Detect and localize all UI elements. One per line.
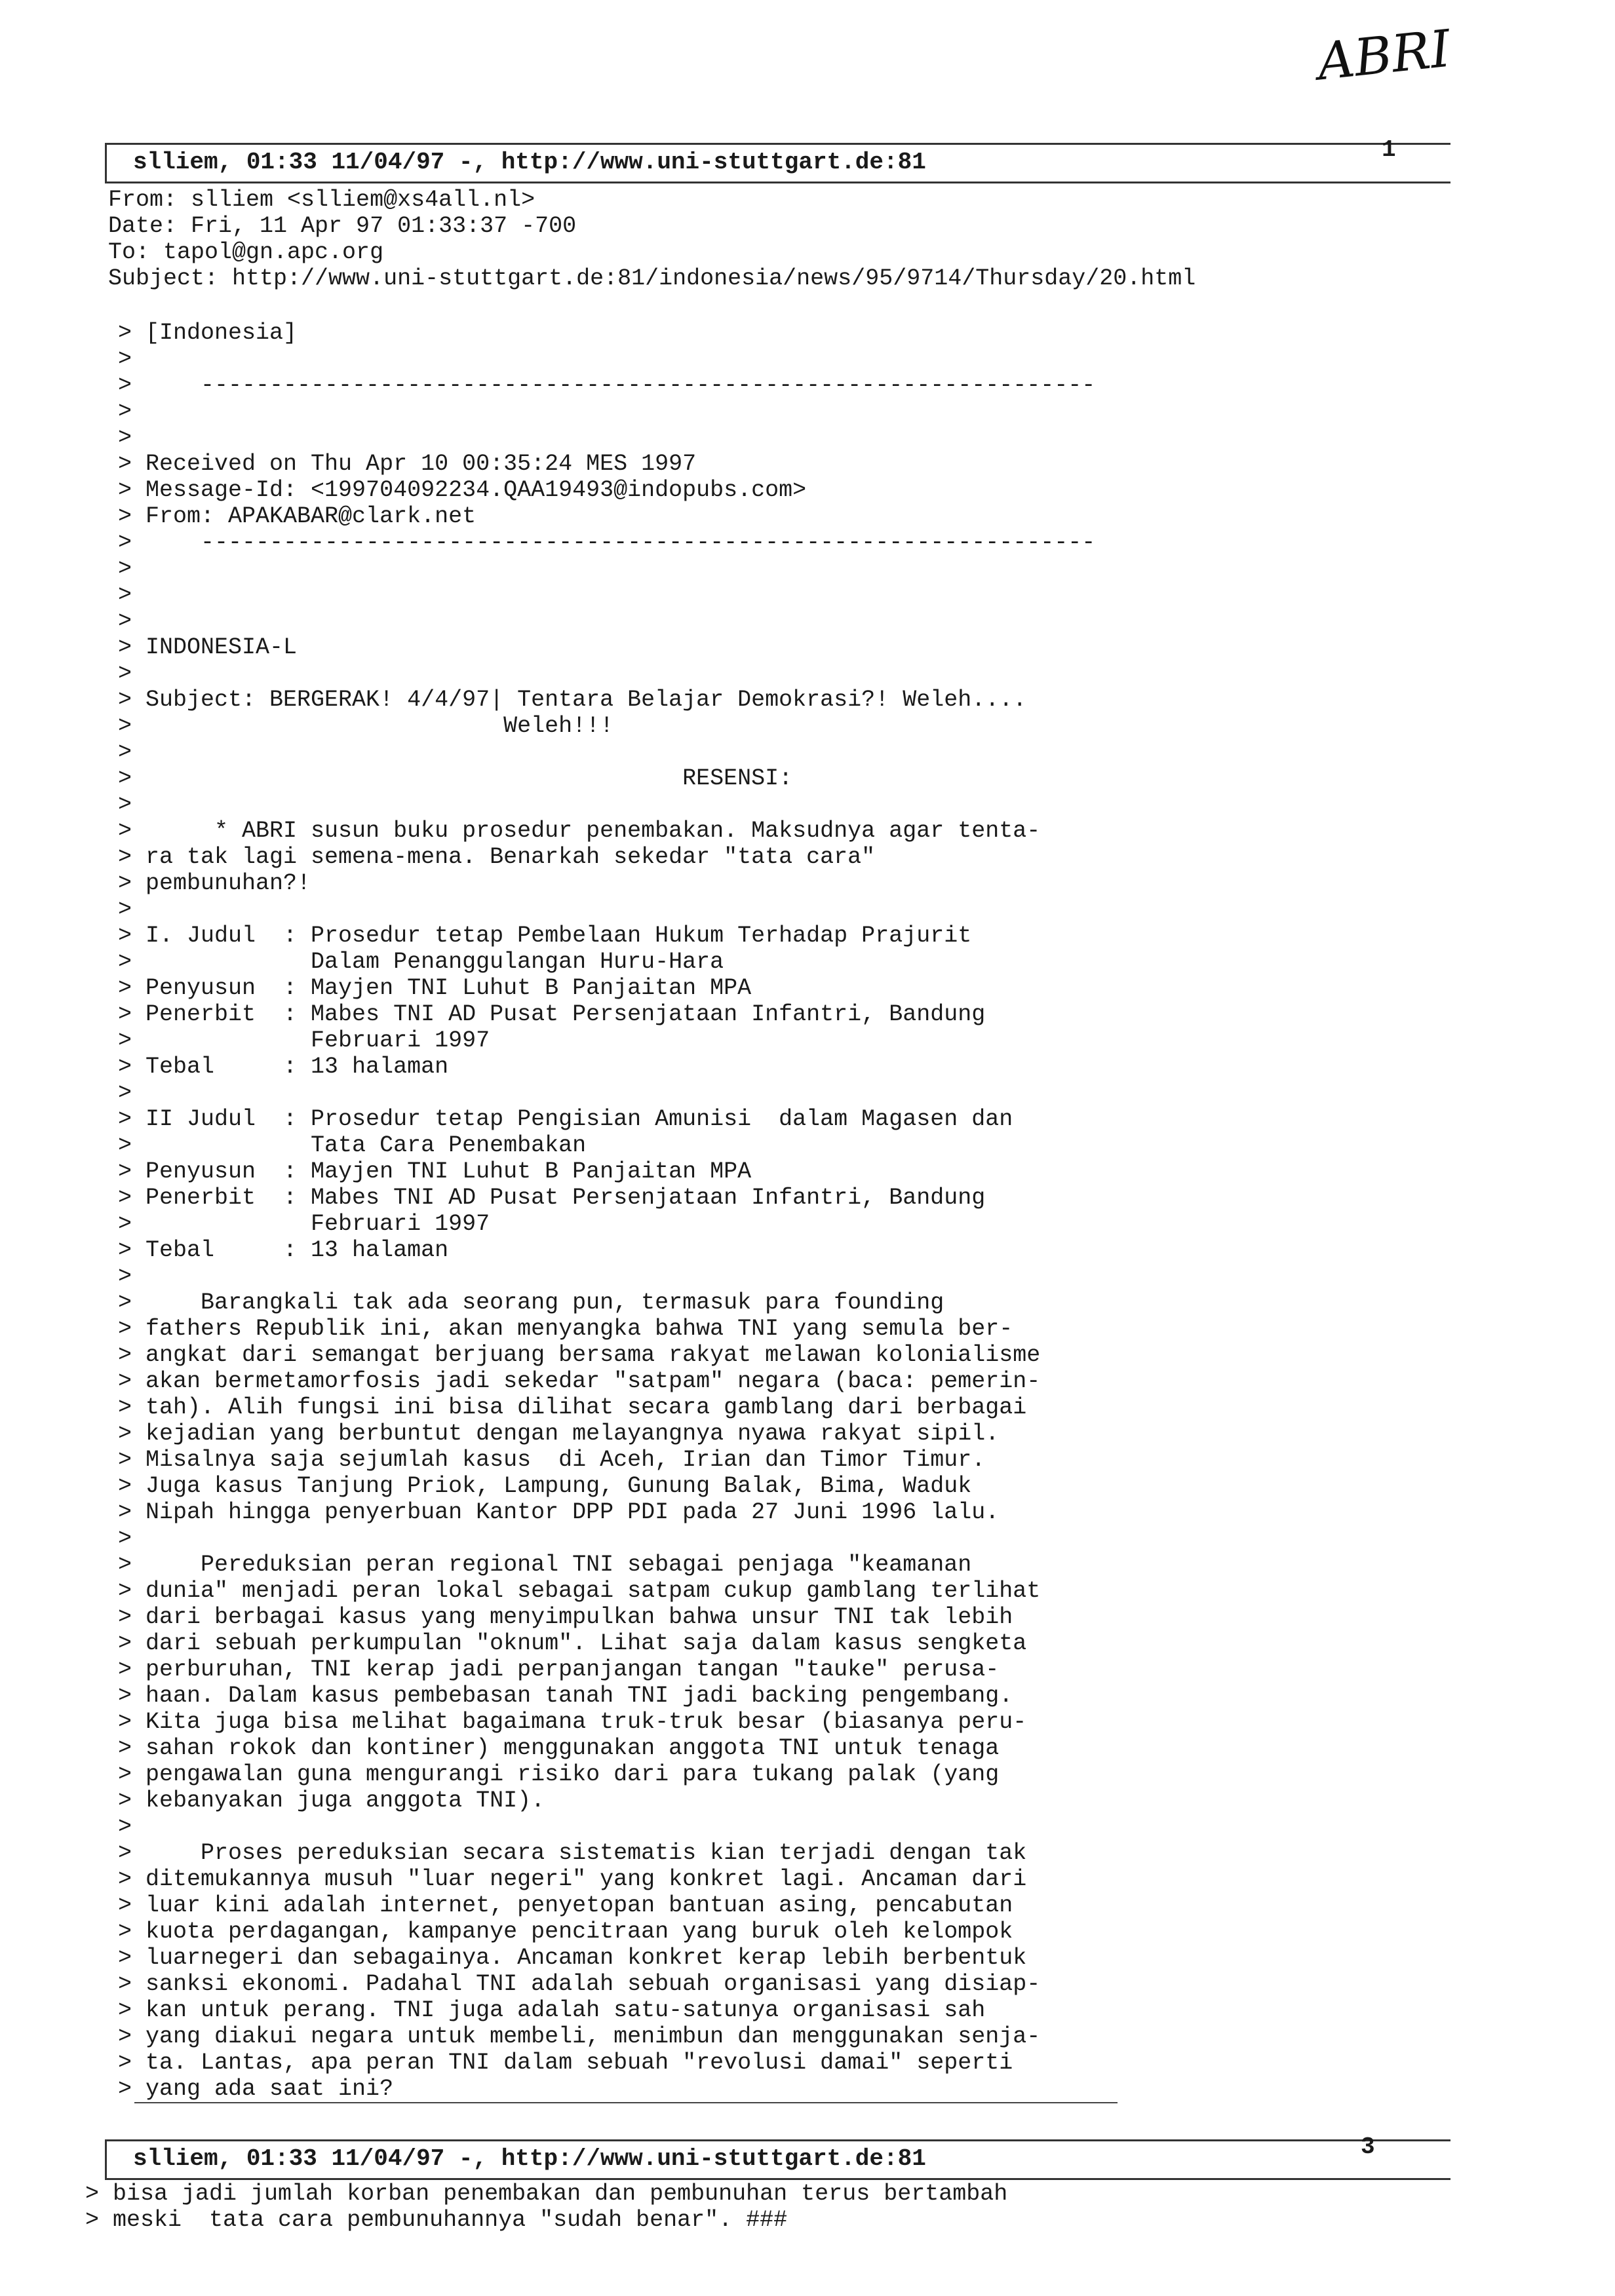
text-line: > ditemukannya musuh "luar negeri" yang konkret lagi. Ancaman dari <box>118 1866 1027 1892</box>
email-from: From: slliem <slliem@xs4all.nl> <box>108 187 535 213</box>
text-line: > Weleh!!! <box>118 713 614 739</box>
text-line: > Februari 1997 <box>118 1211 490 1237</box>
text-line: > <box>118 1814 132 1840</box>
text-line: > * ABRI susun buku prosedur penembakan. Maksudnya agar tenta- <box>118 818 1041 844</box>
text-line: > bisa jadi jumlah korban penembakan dan pembunuhan terus bertambah <box>85 2181 1008 2207</box>
text-line: > <box>118 1525 132 1552</box>
text-line: > perburuhan, TNI kerap jadi perpanjangan tangan "tauke" perusa- <box>118 1656 1000 1683</box>
text-line: > <box>118 792 132 818</box>
text-line: > luar kini adalah internet, penyetopan bantuan asing, pencabutan <box>118 1892 1013 1919</box>
text-line: > kejadian yang berbuntut dengan melayangnya nyawa rakyat sipil. <box>118 1421 1000 1447</box>
text-line: > Dalam Penanggulangan Huru-Hara <box>118 949 724 975</box>
text-line: > kan untuk perang. TNI juga adalah satu-satunya organisasi sah <box>118 1997 986 2023</box>
text-line: > ra tak lagi semena-mena. Benarkah sekedar "tata cara" <box>118 844 876 870</box>
text-line: > Subject: BERGERAK! 4/4/97| Tentara Belajar Demokrasi?! Weleh.... <box>118 687 1027 713</box>
text-line: > meski tata cara pembunuhannya "sudah benar". ### <box>85 2207 788 2233</box>
page-number-3: 3 <box>1361 2133 1375 2160</box>
text-line: > dari berbagai kasus yang menyimpulkan bahwa unsur TNI tak lebih <box>118 1604 1013 1630</box>
text-line: > Proses pereduksian secara sistematis kian terjadi dengan tak <box>118 1840 1027 1866</box>
text-line: > pembunuhan?! <box>118 870 311 896</box>
text-line: > Februari 1997 <box>118 1027 490 1054</box>
text-line: > sahan rokok dan kontiner) menggunakan anggota TNI untuk tenaga <box>118 1735 1000 1761</box>
text-line: > <box>118 1080 132 1106</box>
text-line: > INDONESIA-L <box>118 634 298 660</box>
text-line: > Penyusun : Mayjen TNI Luhut B Panjaitan MPA <box>118 975 752 1001</box>
text-line: > Penyusun : Mayjen TNI Luhut B Panjaitan MPA <box>118 1158 752 1185</box>
text-line: > <box>118 896 132 923</box>
page-end-rule <box>134 2102 1118 2103</box>
text-line: > <box>118 1263 132 1290</box>
text-line: > dunia" menjadi peran lokal sebagai satpam cukup gamblang terlihat <box>118 1578 1041 1604</box>
text-line: > akan bermetamorfosis jadi sekedar "satpam" negara (baca: pemerin- <box>118 1368 1041 1394</box>
email-to: To: tapol@gn.apc.org <box>108 239 384 265</box>
text-line: > sanksi ekonomi. Padahal TNI adalah sebuah organisasi yang disiap- <box>118 1971 1041 1997</box>
text-line: > Nipah hingga penyerbuan Kantor DPP PDI pada 27 Juni 1996 lalu. <box>118 1499 1000 1525</box>
handwritten-annotation: ABRI <box>1314 19 1454 92</box>
text-line: > Barangkali tak ada seorang pun, termasuk para founding <box>118 1290 944 1316</box>
text-line: > haan. Dalam kasus pembebasan tanah TNI jadi backing pengembang. <box>118 1683 1013 1709</box>
text-line: > ----------------------------------------------------------------- <box>118 529 1096 556</box>
text-line: > Penerbit : Mabes TNI AD Pusat Persenjataan Infantri, Bandung <box>118 1001 986 1027</box>
text-line: > Kita juga bisa melihat bagaimana truk-truk besar (biasanya peru- <box>118 1709 1027 1735</box>
text-line: > <box>118 425 132 451</box>
text-line: > luarnegeri dan sebagainya. Ancaman konkret kerap lebih berbentuk <box>118 1945 1027 1971</box>
text-line: > From: APAKABAR@clark.net <box>118 503 477 529</box>
text-line: > tah). Alih fungsi ini bisa dilihat secara gamblang dari berbagai <box>118 1394 1027 1421</box>
text-line: > Message-Id: <199704092234.QAA19493@indopubs.com> <box>118 477 807 503</box>
text-line: > [Indonesia] <box>118 320 298 346</box>
email-header <box>108 187 1196 292</box>
text-line: > Pereduksian peran regional TNI sebagai penjaga "keamanan <box>118 1552 972 1578</box>
page-header-text: slliem, 01:33 11/04/97 -, http://www.uni-stuttgart.de:81 <box>133 149 926 176</box>
text-line: > pengawalan guna mengurangi risiko dari para tukang palak (yang <box>118 1761 1000 1788</box>
quoted-body <box>118 320 1095 2102</box>
text-line: > II Judul : Prosedur tetap Pengisian Amunisi dalam Magasen dan <box>118 1106 1013 1132</box>
text-line: > kuota perdagangan, kampanye pencitraan yang buruk oleh kelompok <box>118 1919 1013 1945</box>
text-line: > Misalnya saja sejumlah kasus di Aceh, Irian dan Timor Timur. <box>118 1447 986 1473</box>
text-line: > ta. Lantas, apa peran TNI dalam sebuah "revolusi damai" seperti <box>118 2050 1013 2076</box>
text-line: > <box>118 556 132 582</box>
text-line: > <box>118 739 132 765</box>
email-date: Date: Fri, 11 Apr 97 01:33:37 -700 <box>108 213 577 239</box>
text-line: > RESENSI: <box>118 765 793 792</box>
page-header <box>105 143 1450 183</box>
quoted-body-3 <box>85 2181 1007 2233</box>
page-header-3 <box>105 2139 1450 2180</box>
text-line: > dari sebuah perkumpulan "oknum". Lihat saja dalam kasus sengketa <box>118 1630 1027 1656</box>
text-line: > <box>118 582 132 608</box>
text-line: > <box>118 346 132 372</box>
text-line: > I. Judul : Prosedur tetap Pembelaan Hukum Terhadap Prajurit <box>118 923 972 949</box>
page-header-text-3: slliem, 01:33 11/04/97 -, http://www.uni-stuttgart.de:81 <box>133 2145 926 2172</box>
text-line: > Penerbit : Mabes TNI AD Pusat Persenjataan Infantri, Bandung <box>118 1185 986 1211</box>
text-line: > <box>118 398 132 425</box>
text-line: > fathers Republik ini, akan menyangka bahwa TNI yang semula ber- <box>118 1316 1013 1342</box>
text-line: > Juga kasus Tanjung Priok, Lampung, Gunung Balak, Bima, Waduk <box>118 1473 972 1499</box>
text-line: > angkat dari semangat berjuang bersama rakyat melawan kolonialisme <box>118 1342 1041 1368</box>
text-line: > Tata Cara Penembakan <box>118 1132 587 1158</box>
text-line: > <box>118 608 132 634</box>
text-line: > Tebal : 13 halaman <box>118 1237 449 1263</box>
email-subject: Subject: http://www.uni-stuttgart.de:81/indonesia/news/95/9714/Thursday/20.html <box>108 265 1196 292</box>
text-line: > Received on Thu Apr 10 00:35:24 MES 1997 <box>118 451 697 477</box>
text-line: > kebanyakan juga anggota TNI). <box>118 1788 545 1814</box>
text-line: > yang diakui negara untuk membeli, menimbun dan menggunakan senja- <box>118 2023 1041 2050</box>
text-line: > ----------------------------------------------------------------- <box>118 372 1096 398</box>
text-line: > yang ada saat ini? <box>118 2076 394 2102</box>
text-line: > <box>118 660 132 687</box>
page-number: 1 <box>1382 136 1396 163</box>
text-line: > Tebal : 13 halaman <box>118 1054 449 1080</box>
